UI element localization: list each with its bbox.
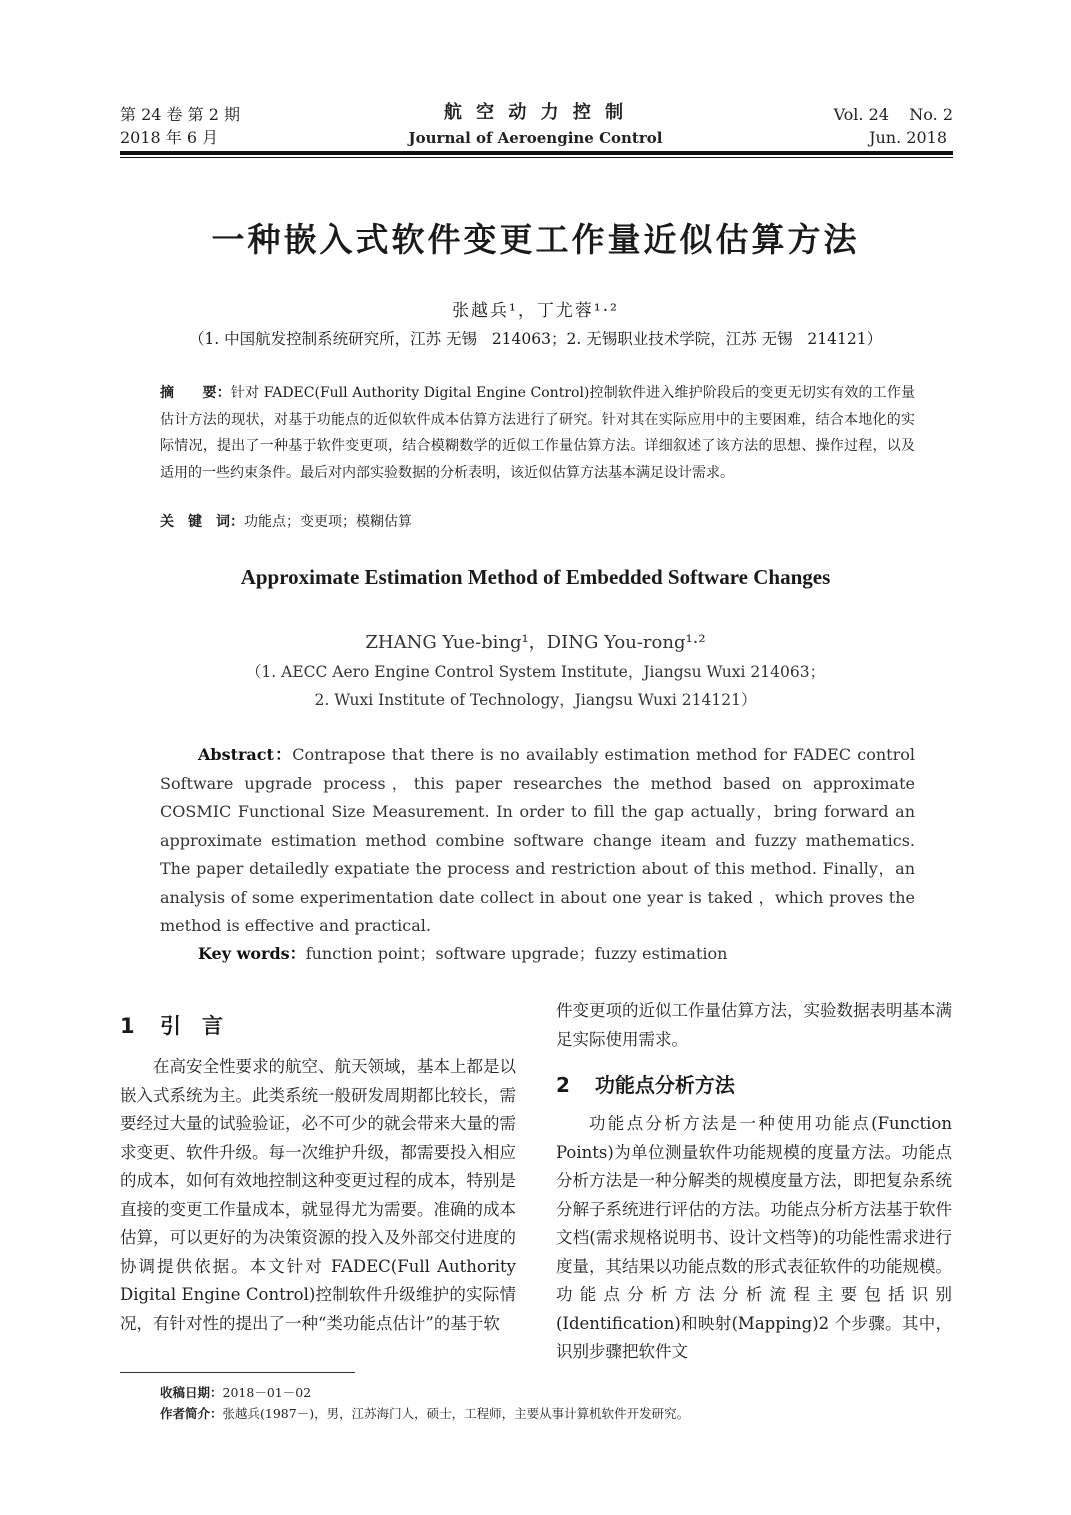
continued-paragraph: 件变更项的近似工作量估算方法，实验数据表明基本满足实际使用需求。 bbox=[556, 1001, 952, 1049]
authors-en: ZHANG Yue-bing¹，DING You-rong¹·² bbox=[365, 632, 706, 653]
authors-cn: 张越兵¹，丁尤蓉¹·² bbox=[452, 301, 619, 321]
journal-name-en: Journal of Aeroengine Control bbox=[408, 129, 663, 147]
date-en: Jun. 2018 bbox=[869, 128, 947, 147]
section-2-heading bbox=[556, 1069, 735, 1098]
section-2-number: 2 bbox=[556, 1073, 570, 1097]
paper-title-en: Approximate Estimation Method of Embedded Software Changes bbox=[240, 565, 831, 589]
abstract-cn-label: 摘 要： bbox=[160, 385, 231, 401]
affiliation-en-2: 2. Wuxi Institute of Technology，Jiangsu Wuxi 214121） bbox=[314, 691, 757, 709]
abstract-en bbox=[160, 741, 915, 941]
keywords-en-text: function point；software upgrade；fuzzy estimation bbox=[305, 944, 728, 963]
abstract-en-text: Contrapose that there is no availably estimation method for FADEC control Software upgrade process，this paper researches the method based on approximate COSMIC Functional Size Measurement. In order to fill the gap actually，bring forward an approximate estimation method combine software change iteam and fuzzy mathematics. The paper detailedly expatiate the process and restriction about of this method. Finally，an analysis of some experimentation date collect in about one year is taked ，which proves the method is effective and practical. bbox=[160, 745, 916, 935]
footnote-received bbox=[160, 1383, 311, 1403]
date-cn: 2018 年 6 月 bbox=[120, 128, 219, 147]
section-1-heading bbox=[120, 1010, 223, 1040]
header-rule-thick bbox=[120, 151, 953, 155]
footnote-author-bio bbox=[160, 1404, 689, 1424]
footnote-rule bbox=[120, 1372, 355, 1373]
volume-issue-en: Vol. 24 No. 2 bbox=[833, 105, 953, 124]
section-2-paragraph: 功能点分析方法是一种使用功能点(Function Points)为单位测量软件功能规模的度量方法。功能点分析方法是一种分解类的规模度量方法，即把复杂系统分解子系统进行评估的方法。功能点分析方法基于软件文档(需求规格说明书、设计文档等)的功能性需求进行度量，其结果以功能点数的形式表征软件的功能规模。功能点分析方法分析流程主要包括识别(Identification)和映射(Mapping)2 个步骤。其中，识别步骤把软件文 bbox=[556, 1114, 952, 1361]
volume-issue-cn: 第 24 卷 第 2 期 bbox=[120, 105, 240, 124]
affiliation-en-1: （1. AECC Aero Engine Control System Institute，Jiangsu Wuxi 214063； bbox=[245, 663, 826, 681]
affiliation-cn: （1. 中国航发控制系统研究所，江苏 无锡 214063；2. 无锡职业技术学院，江苏 无锡 214121） bbox=[188, 330, 883, 348]
section-2-title: 功能点分析方法 bbox=[594, 1073, 735, 1097]
keywords-cn-label: 关 键 词： bbox=[160, 514, 244, 530]
paper-title-cn: 一种嵌入式软件变更工作量近似估算方法 bbox=[211, 220, 860, 259]
section-1-number: 1 bbox=[120, 1014, 135, 1038]
header-rule-thin bbox=[120, 157, 953, 158]
received-date: 2018－01－02 bbox=[222, 1385, 312, 1400]
right-column-continuation bbox=[556, 997, 952, 1054]
author-bio-text: 张越兵(1987－)，男，江苏海门人，硕士，工程师，主要从事计算机软件开发研究。 bbox=[222, 1406, 690, 1421]
section-1-paragraph: 在高安全性要求的航空、航天领域，基本上都是以嵌入式系统为主。此类系统一般研发周期都比较长，需要经过大量的试验验证，必不可少的就会带来大量的需求变更、软件升级。每一次维护升级，都需要投入相应的成本，如何有效地控制这种变更过程的成本，特别是直接的变更工作量成本，就显得尤为需要。准确的成本估算，可以更好的为决策资源的投入及外部交付进度的协调提供依据。本文针对 FADEC(Full Authority Digital Engine Control)控制软件升级维护的实际情况，有针对性的提出了一种“类功能点估计”的基于软 bbox=[120, 1057, 516, 1333]
section-1-title: 引 言 bbox=[159, 1014, 223, 1038]
abstract-cn bbox=[160, 380, 915, 486]
journal-name-cn: 航 空 动 力 控 制 bbox=[443, 102, 628, 123]
keywords-cn bbox=[160, 509, 915, 536]
received-label: 收稿日期： bbox=[160, 1385, 223, 1400]
keywords-en bbox=[160, 940, 915, 969]
keywords-en-label: Key words： bbox=[198, 944, 306, 963]
abstract-en-label: Abstract： bbox=[198, 745, 293, 764]
abstract-cn-text: 针对 FADEC(Full Authority Digital Engine Control)控制软件进入维护阶段后的变更无切实有效的工作量估计方法的现状，对基于功能点的近似软件成本估算方法进行了研究。针对其在实际应用中的主要困难，结合本地化的实际情况，提出了一种基于软件变更项，结合模糊数学的近似工作量估算方法。详细叙述了该方法的思想、操作过程，以及适用的一些约束条件。最后对内部实验数据的分析表明，该近似估算方法基本满足设计需求。 bbox=[160, 385, 916, 481]
section-2-body bbox=[556, 1110, 952, 1367]
keywords-cn-text: 功能点；变更项；模糊估算 bbox=[244, 514, 412, 530]
section-1-body bbox=[120, 1053, 516, 1338]
author-bio-label: 作者简介： bbox=[160, 1406, 223, 1421]
